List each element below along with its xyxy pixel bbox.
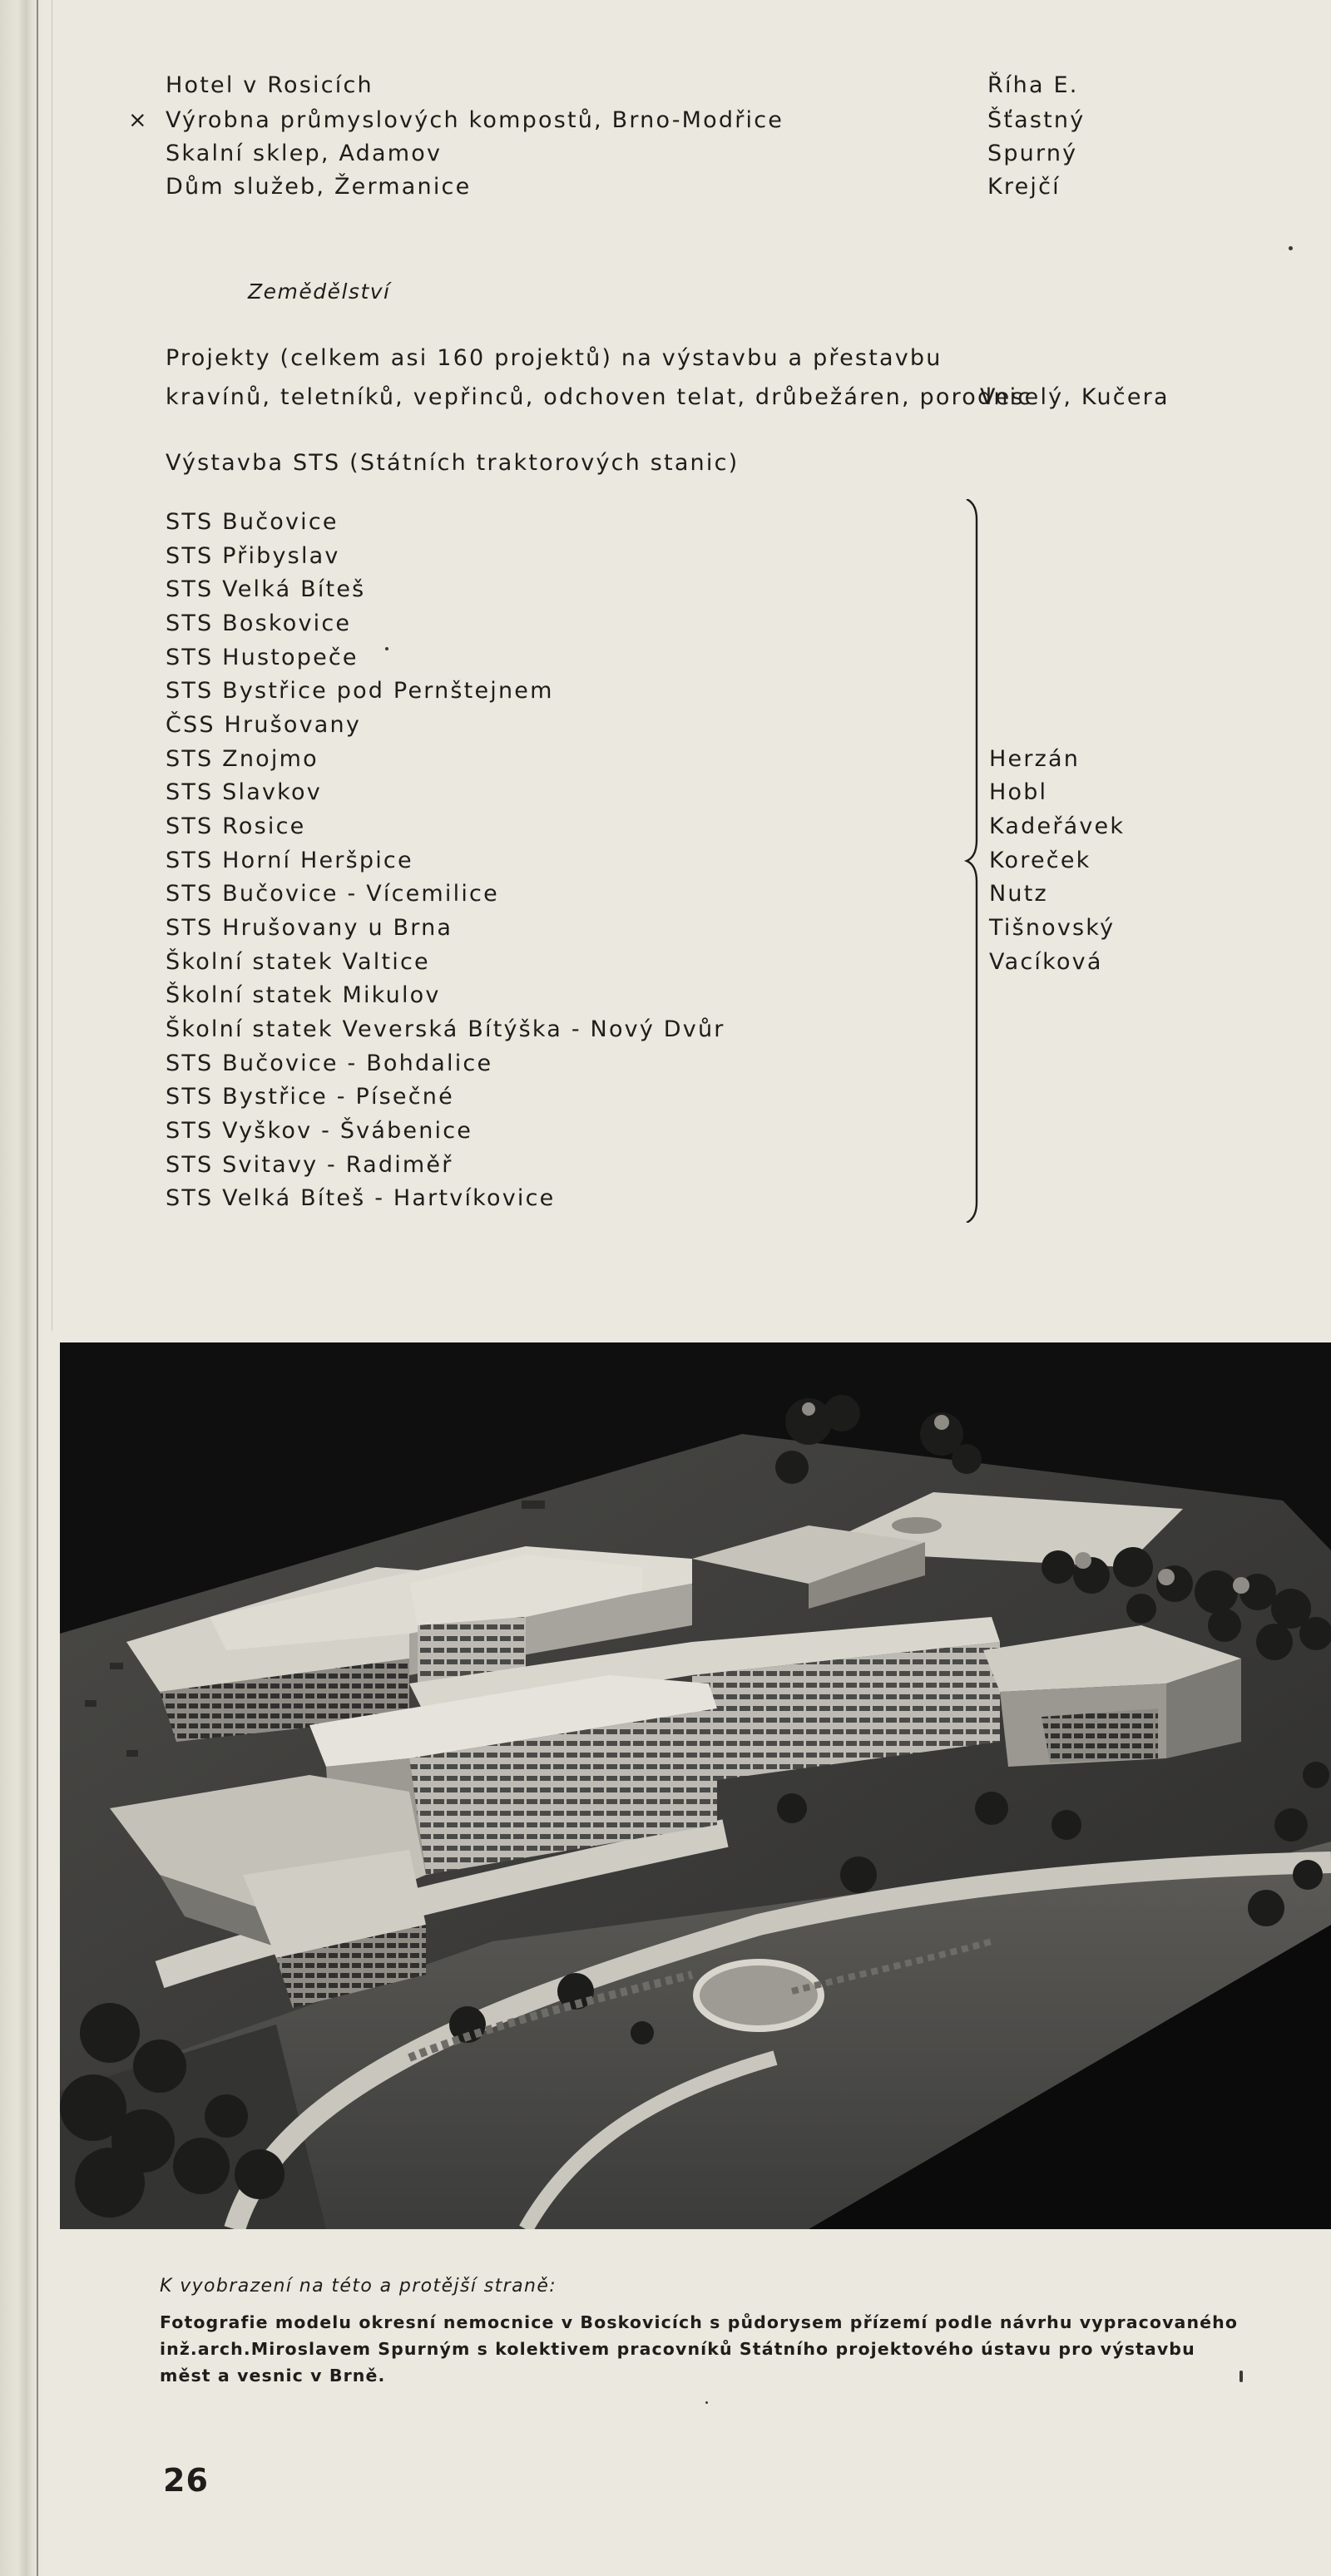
sts-item: STS Velká Bíteš - Hartvíkovice: [166, 1185, 556, 1211]
sts-item: STS Hustopeče: [166, 645, 359, 670]
sts-item: STS Přibyslav: [166, 543, 340, 569]
agriculture-projects-line1: Projekty (celkem asi 160 projektů) na výstavbu a přestavbu: [166, 345, 943, 371]
project-name: Dům služeb, Žermanice: [166, 174, 472, 200]
section-heading-agriculture: Zemědělství: [248, 279, 391, 304]
sts-item: STS Svitavy - Radiměř: [166, 1152, 453, 1178]
caption-intro: K vyobrazení na této a protější straně:: [160, 2276, 557, 2297]
sts-item: Školní statek Valtice: [166, 949, 430, 975]
agriculture-projects-line2: kravínů, teletníků, vepřinců, odchoven telat, drůbežáren, porodnic: [166, 384, 1032, 410]
sts-item: Školní statek Mikulov: [166, 982, 441, 1008]
print-speck: [385, 647, 388, 650]
print-speck: [1289, 246, 1293, 250]
sts-author: Kadeřávek: [989, 813, 1126, 839]
sts-author: Koreček: [989, 848, 1091, 873]
agriculture-projects-authors: Veselý, Kučera: [980, 384, 1170, 410]
project-author: Šťastný: [987, 107, 1086, 133]
sts-item: STS Znojmo: [166, 746, 319, 772]
project-name: Výrobna průmyslových kompostů, Brno-Modřice: [166, 107, 784, 133]
sts-author: Vacíková: [989, 949, 1103, 975]
sts-item: ČSS Hrušovany: [166, 712, 362, 738]
sts-heading: Výstavba STS (Státních traktorových stanic): [166, 450, 740, 476]
print-speck: [705, 2401, 708, 2404]
sts-item: STS Bučovice - Bohdalice: [166, 1051, 493, 1076]
sts-author: Hobl: [989, 779, 1048, 805]
photo-caption: Fotografie modelu okresní nemocnice v Boskovicích s půdorysem přízemí podle návrhu vypracovaného inž.arch.Miroslavem Spurným s kolektivem pracovníků Státního projektového ústavu pro výstavbu měst a vesnic v Brně.: [160, 2312, 1239, 2386]
sts-item: STS Bystřice - Písečné: [166, 1084, 454, 1110]
sts-item: STS Vyškov - Švábenice: [166, 1118, 473, 1144]
sts-item: STS Boskovice: [166, 611, 352, 636]
sts-item: STS Hrušovany u Brna: [166, 915, 453, 941]
sts-author: Tišnovský: [989, 915, 1116, 941]
cross-mark: ×: [128, 107, 147, 133]
sts-item: STS Bučovice: [166, 509, 339, 535]
sts-item: STS Rosice: [166, 813, 306, 839]
sts-item: STS Slavkov: [166, 779, 322, 805]
page-number: 26: [163, 2462, 209, 2499]
sts-item: STS Bystřice pod Pernštejnem: [166, 678, 554, 704]
sts-item: STS Velká Bíteš: [166, 576, 366, 602]
project-author: Spurný: [987, 141, 1078, 166]
project-author: Říha E.: [987, 72, 1079, 98]
project-name: Hotel v Rosicích: [166, 72, 374, 98]
sts-author: Nutz: [989, 881, 1048, 907]
binding-line: [37, 0, 38, 2576]
project-author: Krejčí: [987, 174, 1061, 200]
sts-item: STS Horní Heršpice: [166, 848, 413, 873]
sts-item: Školní statek Veverská Bítýška - Nový Dvůr: [166, 1016, 725, 1042]
hospital-model-photo: [60, 1342, 1331, 2229]
project-name: Skalní sklep, Adamov: [166, 141, 443, 166]
sts-item: STS Bučovice - Vícemilice: [166, 881, 499, 907]
print-speck: [1239, 2371, 1243, 2382]
sts-author: Herzán: [989, 746, 1081, 772]
